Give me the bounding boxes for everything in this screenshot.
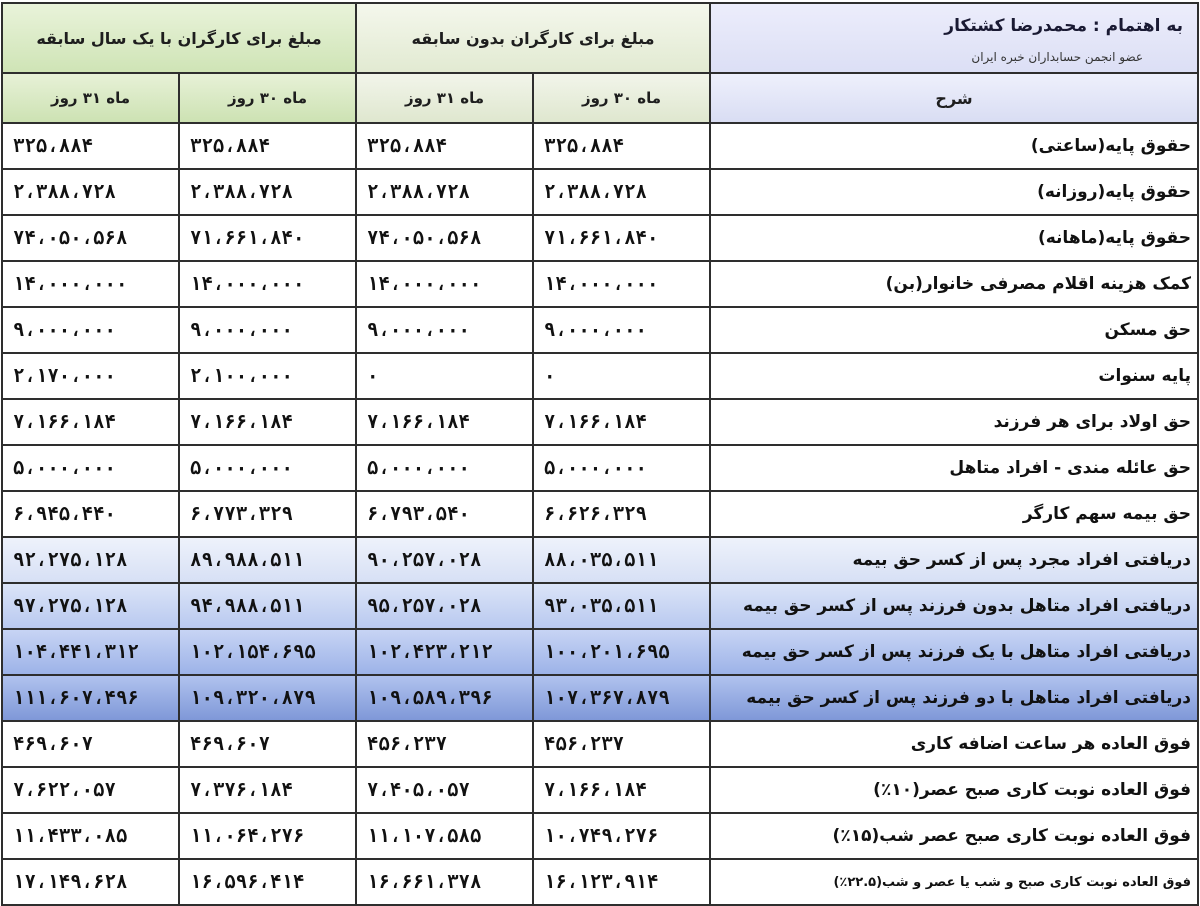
credit-cell <box>710 3 1198 73</box>
value-one-year-30: ۱۰۹،۳۲۰،۸۷۹ <box>179 675 356 721</box>
value-no-exp-31: ۹،۰۰۰،۰۰۰ <box>356 307 533 353</box>
value-one-year-30: ۹،۰۰۰،۰۰۰ <box>179 307 356 353</box>
value-no-exp-30: ۱۰۷،۳۶۷،۸۷۹ <box>533 675 710 721</box>
salary-table <box>1 2 1199 906</box>
value-one-year-31: ۷۴،۰۵۰،۵۶۸ <box>2 215 179 261</box>
value-no-exp-30: ۱۰۰،۲۰۱،۶۹۵ <box>533 629 710 675</box>
row-label: دریافتی افراد متاهل با یک فرزند پس از کسر حق بیمه <box>710 629 1198 675</box>
table-row <box>2 767 1198 813</box>
row-label: حق اولاد برای هر فرزند <box>710 399 1198 445</box>
value-one-year-30: ۱۱،۰۶۴،۲۷۶ <box>179 813 356 859</box>
value-no-exp-30: ۵،۰۰۰،۰۰۰ <box>533 445 710 491</box>
credit-affiliation: عضو انجمن حسابداران خبره ایران <box>971 50 1144 64</box>
value-one-year-30: ۲،۳۸۸،۷۲۸ <box>179 169 356 215</box>
value-one-year-31: ۵،۰۰۰،۰۰۰ <box>2 445 179 491</box>
header-row-groups <box>2 3 1198 73</box>
table-row <box>2 123 1198 169</box>
table-row <box>2 537 1198 583</box>
value-one-year-31: ۲،۳۸۸،۷۲۸ <box>2 169 179 215</box>
value-no-exp-31: ۴۵۶،۲۳۷ <box>356 721 533 767</box>
value-no-exp-31: ۷۴،۰۵۰،۵۶۸ <box>356 215 533 261</box>
group-header-one-year: مبلغ برای کارگران با یک سال سابقه <box>2 3 356 73</box>
table-row <box>2 583 1198 629</box>
value-one-year-30: ۷۱،۶۶۱،۸۴۰ <box>179 215 356 261</box>
value-one-year-30: ۴۶۹،۶۰۷ <box>179 721 356 767</box>
table-row <box>2 215 1198 261</box>
table-row <box>2 399 1198 445</box>
group-header-no-experience: مبلغ برای کارگران بدون سابقه <box>356 3 710 73</box>
value-no-exp-31: ۱۶،۶۶۱،۳۷۸ <box>356 859 533 905</box>
subheader-no-exp-31: ماه ۳۱ روز <box>356 73 533 123</box>
value-no-exp-30: ۹۳،۰۳۵،۵۱۱ <box>533 583 710 629</box>
row-label: حق عائله مندی - افراد متاهل <box>710 445 1198 491</box>
value-one-year-30: ۷،۱۶۶،۱۸۴ <box>179 399 356 445</box>
value-no-exp-30: ۹،۰۰۰،۰۰۰ <box>533 307 710 353</box>
value-one-year-31: ۴۶۹،۶۰۷ <box>2 721 179 767</box>
row-label: حق مسکن <box>710 307 1198 353</box>
row-label: حقوق پایه(روزانه) <box>710 169 1198 215</box>
table-row <box>2 445 1198 491</box>
credit-author: به اهتمام : محمدرضا کشتکار <box>944 16 1184 36</box>
value-one-year-30: ۳۲۵،۸۸۴ <box>179 123 356 169</box>
value-one-year-30: ۱۶،۵۹۶،۴۱۴ <box>179 859 356 905</box>
value-no-exp-31: ۵،۰۰۰،۰۰۰ <box>356 445 533 491</box>
row-label: کمک هزینه اقلام مصرفی خانوار(بن) <box>710 261 1198 307</box>
row-label: دریافتی افراد متاهل با دو فرزند پس از کسر حق بیمه <box>710 675 1198 721</box>
value-no-exp-30: ۷،۱۶۶،۱۸۴ <box>533 767 710 813</box>
value-no-exp-31: ۱۰۲،۴۲۳،۲۱۲ <box>356 629 533 675</box>
row-label: حقوق پایه(ماهانه) <box>710 215 1198 261</box>
value-one-year-30: ۹۴،۹۸۸،۵۱۱ <box>179 583 356 629</box>
value-no-exp-31: ۹۵،۲۵۷،۰۲۸ <box>356 583 533 629</box>
value-no-exp-31: ۳۲۵،۸۸۴ <box>356 123 533 169</box>
value-one-year-30: ۱۴،۰۰۰،۰۰۰ <box>179 261 356 307</box>
row-label: فوق العاده نوبت کاری صبح و شب یا عصر و شب(۲۲.۵٪) <box>710 859 1198 905</box>
row-label: دریافتی افراد متاهل بدون فرزند پس از کسر حق بیمه <box>710 583 1198 629</box>
value-no-exp-30: ۸۸،۰۳۵،۵۱۱ <box>533 537 710 583</box>
value-no-exp-30: ۶،۶۲۶،۳۲۹ <box>533 491 710 537</box>
value-one-year-31: ۱۱۱،۶۰۷،۴۹۶ <box>2 675 179 721</box>
value-no-exp-31: ۶،۷۹۳،۵۴۰ <box>356 491 533 537</box>
value-one-year-30: ۱۰۲،۱۵۴،۶۹۵ <box>179 629 356 675</box>
value-no-exp-31: ۱۱،۱۰۷،۵۸۵ <box>356 813 533 859</box>
table-row <box>2 169 1198 215</box>
value-one-year-30: ۶،۷۷۳،۳۲۹ <box>179 491 356 537</box>
table-row <box>2 307 1198 353</box>
value-no-exp-31: ۷،۱۶۶،۱۸۴ <box>356 399 533 445</box>
value-one-year-31: ۶،۹۴۵،۴۴۰ <box>2 491 179 537</box>
table-body <box>2 123 1198 905</box>
row-label: فوق العاده هر ساعت اضافه کاری <box>710 721 1198 767</box>
value-no-exp-31: ۲،۳۸۸،۷۲۸ <box>356 169 533 215</box>
value-one-year-30: ۸۹،۹۸۸،۵۱۱ <box>179 537 356 583</box>
row-label: پایه سنوات <box>710 353 1198 399</box>
row-label: حق بیمه سهم کارگر <box>710 491 1198 537</box>
value-no-exp-30: ۳۲۵،۸۸۴ <box>533 123 710 169</box>
value-one-year-31: ۹۷،۲۷۵،۱۲۸ <box>2 583 179 629</box>
value-one-year-31: ۱۱،۴۳۳،۰۸۵ <box>2 813 179 859</box>
subheader-one-year-30: ماه ۳۰ روز <box>179 73 356 123</box>
value-one-year-31: ۹۲،۲۷۵،۱۲۸ <box>2 537 179 583</box>
value-no-exp-31: ۰ <box>356 353 533 399</box>
value-one-year-31: ۱۴،۰۰۰،۰۰۰ <box>2 261 179 307</box>
value-no-exp-30: ۴۵۶،۲۳۷ <box>533 721 710 767</box>
value-no-exp-30: ۱۴،۰۰۰،۰۰۰ <box>533 261 710 307</box>
table-row <box>2 675 1198 721</box>
table-row <box>2 859 1198 905</box>
value-no-exp-30: ۲،۳۸۸،۷۲۸ <box>533 169 710 215</box>
value-one-year-30: ۲،۱۰۰،۰۰۰ <box>179 353 356 399</box>
table-row <box>2 491 1198 537</box>
value-no-exp-30: ۱۰،۷۴۹،۲۷۶ <box>533 813 710 859</box>
row-label: فوق العاده نوبت کاری صبح عصر(۱۰٪) <box>710 767 1198 813</box>
row-label: دریافتی افراد مجرد پس از کسر حق بیمه <box>710 537 1198 583</box>
value-one-year-31: ۲،۱۷۰،۰۰۰ <box>2 353 179 399</box>
subheader-one-year-31: ماه ۳۱ روز <box>2 73 179 123</box>
value-one-year-31: ۱۰۴،۴۴۱،۳۱۲ <box>2 629 179 675</box>
table-row <box>2 353 1198 399</box>
description-column-header: شرح <box>710 73 1198 123</box>
subheader-no-exp-30: ماه ۳۰ روز <box>533 73 710 123</box>
value-no-exp-31: ۱۰۹،۵۸۹،۳۹۶ <box>356 675 533 721</box>
value-no-exp-30: ۱۶،۱۲۳،۹۱۴ <box>533 859 710 905</box>
table-row <box>2 261 1198 307</box>
value-no-exp-30: ۷۱،۶۶۱،۸۴۰ <box>533 215 710 261</box>
value-no-exp-31: ۱۴،۰۰۰،۰۰۰ <box>356 261 533 307</box>
value-no-exp-30: ۷،۱۶۶،۱۸۴ <box>533 399 710 445</box>
table-row <box>2 813 1198 859</box>
row-label: حقوق پایه(ساعتی) <box>710 123 1198 169</box>
value-one-year-30: ۵،۰۰۰،۰۰۰ <box>179 445 356 491</box>
value-one-year-31: ۷،۱۶۶،۱۸۴ <box>2 399 179 445</box>
header-row-subcolumns <box>2 73 1198 123</box>
value-one-year-31: ۷،۶۲۲،۰۵۷ <box>2 767 179 813</box>
value-one-year-31: ۳۲۵،۸۸۴ <box>2 123 179 169</box>
value-no-exp-31: ۹۰،۲۵۷،۰۲۸ <box>356 537 533 583</box>
value-no-exp-30: ۰ <box>533 353 710 399</box>
value-one-year-30: ۷،۳۷۶،۱۸۴ <box>179 767 356 813</box>
table-row <box>2 721 1198 767</box>
value-one-year-31: ۱۷،۱۴۹،۶۲۸ <box>2 859 179 905</box>
value-one-year-31: ۹،۰۰۰،۰۰۰ <box>2 307 179 353</box>
row-label: فوق العاده نوبت کاری صبح عصر شب(۱۵٪) <box>710 813 1198 859</box>
value-no-exp-31: ۷،۴۰۵،۰۵۷ <box>356 767 533 813</box>
table-row <box>2 629 1198 675</box>
